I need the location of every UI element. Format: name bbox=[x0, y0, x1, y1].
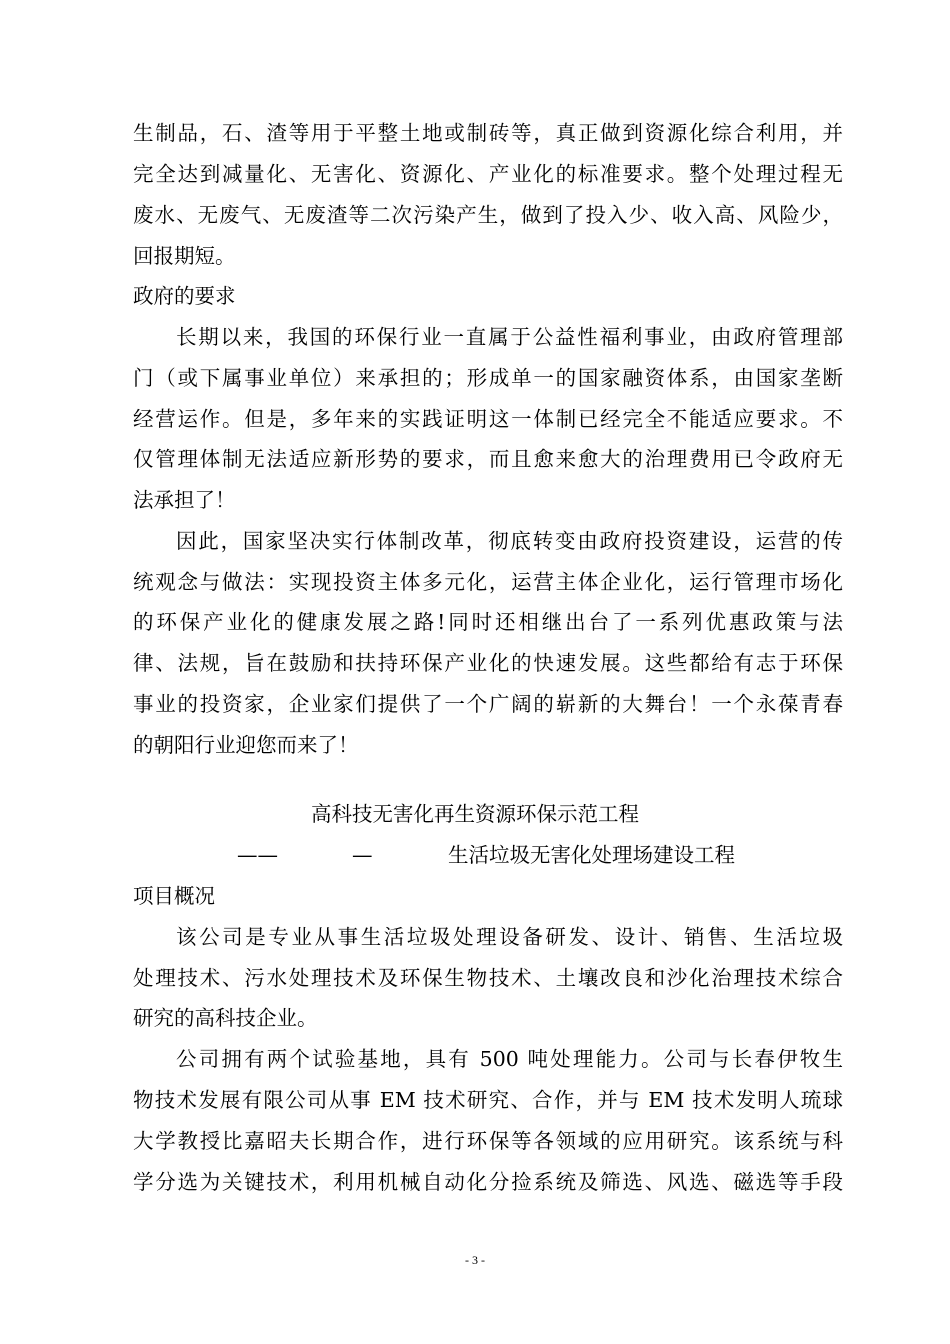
subtitle-dash-long: —— bbox=[237, 843, 278, 867]
para1-line-4: 回报期短。 bbox=[133, 244, 236, 268]
para3-line-2: 统观念与做法：实现投资主体多元化，运营主体企业化，运行管理市场化 bbox=[133, 570, 843, 594]
project-subtitle: 生活垃圾无害化处理场建设工程 bbox=[448, 843, 735, 867]
para4-line-1: 该公司是专业从事生活垃圾处理设备研发、设计、销售、生活垃圾 bbox=[176, 925, 843, 949]
para4-line-3: 研究的高科技企业。 bbox=[133, 1006, 318, 1030]
para2-line-5: 法承担了！ bbox=[133, 488, 236, 512]
para5-line-2: 物技术发展有限公司从事 EM 技术研究、合作，并与 EM 技术发明人琉球 bbox=[133, 1088, 843, 1112]
para1-line-2: 完全达到减量化、无害化、资源化、产业化的标准要求。整个处理过程无 bbox=[133, 162, 843, 186]
section-heading-government: 政府的要求 bbox=[133, 284, 236, 308]
para3-line-1: 因此，国家坚决实行体制改革，彻底转变由政府投资建设，运营的传 bbox=[176, 529, 843, 553]
section-heading-project-overview: 项目概况 bbox=[133, 884, 215, 908]
para1-line-3: 废水、无废气、无废渣等二次污染产生，做到了投入少、收入高、风险少， bbox=[133, 203, 843, 227]
para3-line-5: 事业的投资家，企业家们提供了一个广阔的崭新的大舞台！一个永葆青春 bbox=[133, 692, 843, 716]
para5-line-3: 大学教授比嘉昭夫长期合作，进行环保等各领域的应用研究。该系统与科 bbox=[133, 1129, 843, 1153]
para3-line-3: 的环保产业化的健康发展之路!同时还相继出台了一系列优惠政策与法 bbox=[133, 610, 843, 634]
para5-line-1: 公司拥有两个试验基地，具有 500 吨处理能力。公司与长春伊牧生 bbox=[176, 1047, 843, 1071]
para2-line-1: 长期以来，我国的环保行业一直属于公益性福利事业，由政府管理部 bbox=[176, 325, 843, 349]
project-title: 高科技无害化再生资源环保示范工程 bbox=[311, 802, 639, 826]
para2-line-4: 仅管理体制无法适应新形势的要求，而且愈来愈大的治理费用已令政府无 bbox=[133, 447, 843, 471]
para5-line-4: 学分选为关键技术，利用机械自动化分捡系统及筛选、风选、磁选等手段 bbox=[133, 1170, 843, 1194]
page-number: - 3 - bbox=[465, 1253, 485, 1267]
para4-line-2: 处理技术、污水处理技术及环保生物技术、土壤改良和沙化治理技术综合 bbox=[133, 966, 843, 990]
para3-line-4: 律、法规，旨在鼓励和扶持环保产业化的快速发展。这些都给有志于环保 bbox=[133, 651, 843, 675]
subtitle-dash-short: — bbox=[352, 843, 373, 867]
para3-line-6: 的朝阳行业迎您而来了！ bbox=[133, 733, 359, 757]
para2-line-2: 门（或下属事业单位）来承担的；形成单一的国家融资体系，由国家垄断 bbox=[133, 366, 843, 390]
para2-line-3: 经营运作。但是，多年来的实践证明这一体制已经完全不能适应要求。不 bbox=[133, 407, 843, 431]
para1-line-1: 生制品，石、渣等用于平整土地或制砖等，真正做到资源化综合利用，并 bbox=[133, 121, 843, 145]
